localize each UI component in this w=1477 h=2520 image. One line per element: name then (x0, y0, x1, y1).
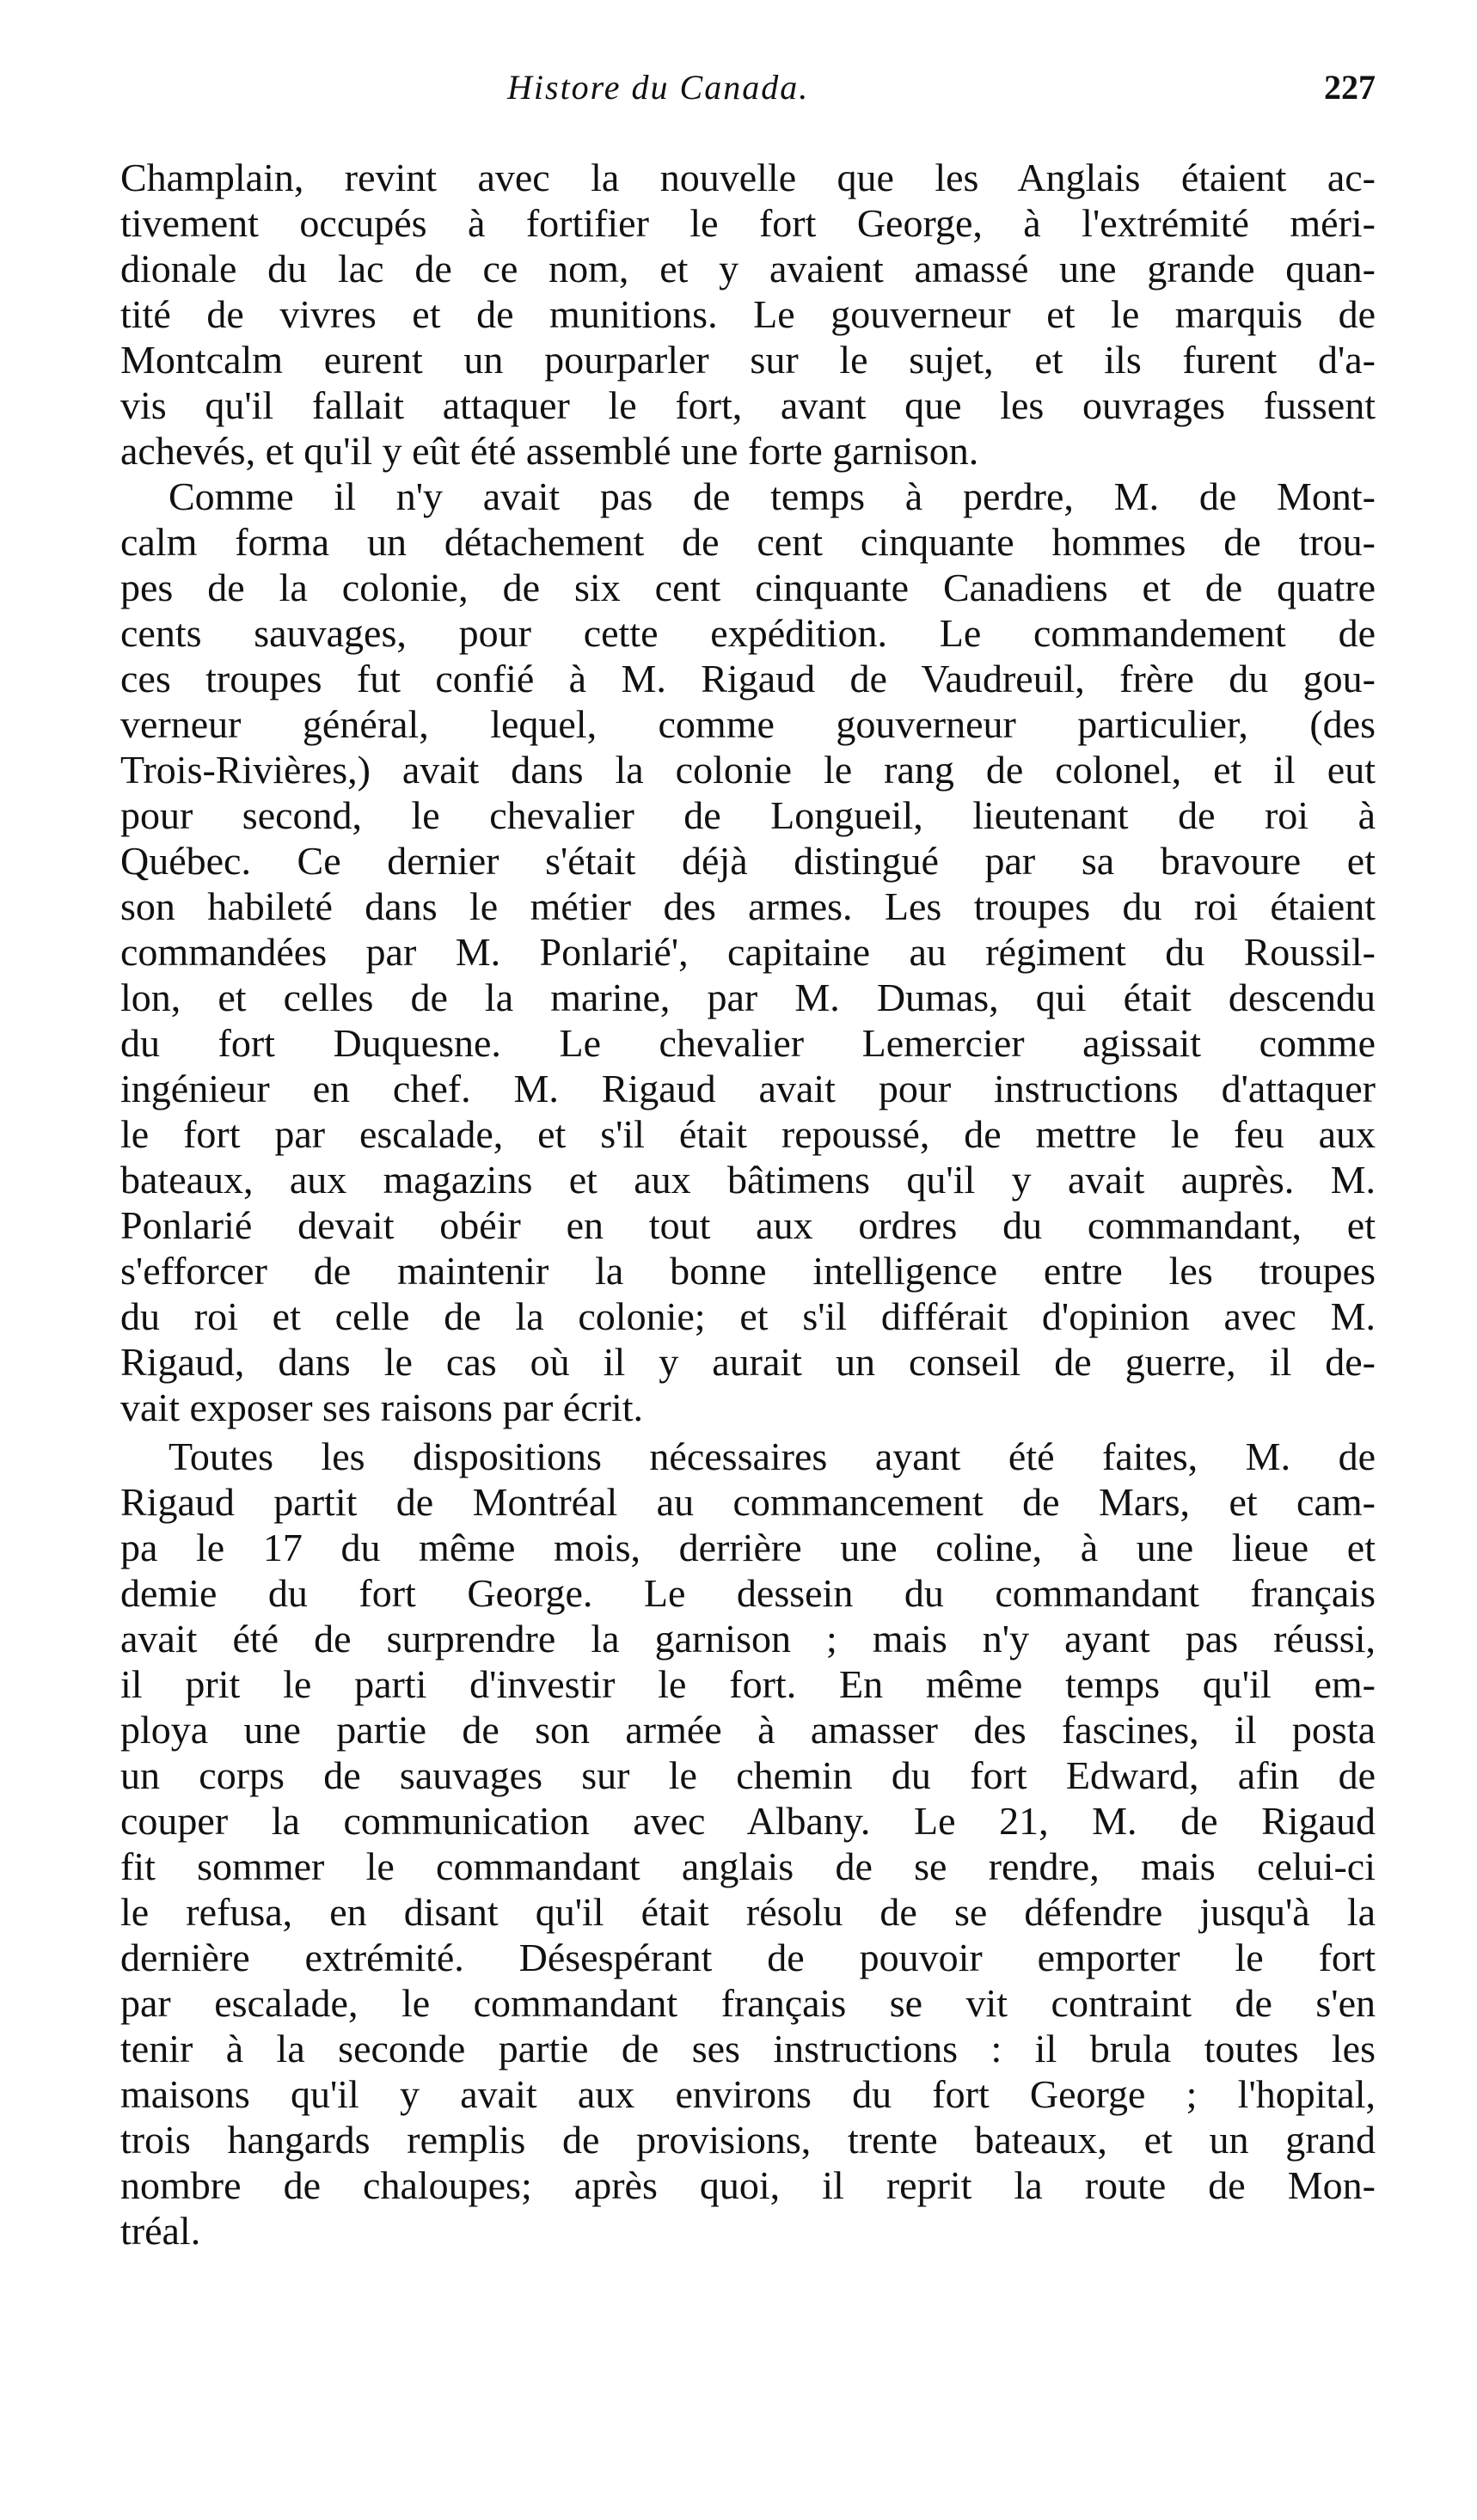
text-line: ploya une partie de son armée à amasser des fascines, il posta (120, 1708, 1376, 1752)
text-line: pa le 17 du même mois, derrière une coline, à une lieue et (120, 1526, 1376, 1569)
text-line: tivement occupés à fortifier le fort George, à l'extrémité méri- (120, 201, 1376, 245)
text-line: cents sauvages, pour cette expédition. Le commandement de (120, 611, 1376, 655)
text-line: dernière extrémité. Désespérant de pouvoir emporter le fort (120, 1936, 1376, 1979)
text-line: s'efforcer de maintenir la bonne intelligence entre les troupes (120, 1249, 1376, 1293)
text-line: nombre de chaloupes; après quoi, il reprit la route de Mon- (120, 2163, 1376, 2207)
text-line: un corps de sauvages sur le chemin du fort Edward, afin de (120, 1753, 1376, 1797)
text-line: il prit le parti d'investir le fort. En même temps qu'il em- (120, 1662, 1376, 1706)
text-line: Montcalm eurent un pourparler sur le sujet, et ils furent d'a- (120, 338, 1376, 382)
text-line: Toutes les dispositions nécessaires ayant été faites, M. de (169, 1434, 1376, 1478)
text-line: couper la communication avec Albany. Le 21, M. de Rigaud (120, 1799, 1376, 1843)
text-line: Trois-Rivières,) avait dans la colonie le rang de colonel, et il eut (120, 748, 1376, 792)
running-title: Histore du Canada. (507, 68, 810, 107)
text-line: du roi et celle de la colonie; et s'il différait d'opinion avec M. (120, 1294, 1376, 1338)
text-line: vait exposer ses raisons par écrit. (120, 1385, 644, 1429)
page-number: 227 (1324, 68, 1376, 107)
text-line: pes de la colonie, de six cent cinquante Canadiens et de quatre (120, 566, 1376, 609)
text-line: bateaux, aux magazins et aux bâtimens qu'il y avait auprès. M. (120, 1158, 1376, 1202)
text-line: Ponlarié devait obéir en tout aux ordres du commandant, et (120, 1203, 1376, 1247)
text-line: fit sommer le commandant anglais de se rendre, mais celui-ci (120, 1844, 1376, 1888)
text-line: maisons qu'il y avait aux environs du fort George ; l'hopital, (120, 2072, 1376, 2116)
text-line: le fort par escalade, et s'il était repoussé, de mettre le feu aux (120, 1112, 1376, 1156)
text-line: ces troupes fut confié à M. Rigaud de Vaudreuil, frère du gou- (120, 657, 1376, 700)
text-line: du fort Duquesne. Le chevalier Lemercier agissait comme (120, 1021, 1376, 1065)
text-line: trois hangards remplis de provisions, trente bateaux, et un grand (120, 2118, 1376, 2162)
text-line: commandées par M. Ponlarié', capitaine au régiment du Roussil- (120, 930, 1376, 974)
text-line: Comme il n'y avait pas de temps à perdre, M. de Mont- (169, 474, 1376, 518)
text-line: lon, et celles de la marine, par M. Dumas, qui était descendu (120, 976, 1376, 1019)
running-head (120, 67, 1376, 119)
paragraph (120, 1434, 1376, 2254)
text-line: Rigaud partit de Montréal au commancement de Mars, et cam- (120, 1480, 1376, 1524)
text-line: Québec. Ce dernier s'était déjà distingué par sa bravoure et (120, 839, 1376, 883)
body-text (120, 155, 1376, 2254)
text-line: tenir à la seconde partie de ses instructions : il brula toutes les (120, 2027, 1376, 2070)
text-line: par escalade, le commandant français se vit contraint de s'en (120, 1981, 1376, 2025)
text-line: ingénieur en chef. M. Rigaud avait pour instructions d'attaquer (120, 1067, 1376, 1110)
text-line: pour second, le chevalier de Longueil, lieutenant de roi à (120, 793, 1376, 837)
paragraph (120, 155, 1376, 474)
text-line: verneur général, lequel, comme gouverneur particulier, (des (120, 702, 1376, 746)
text-line: achevés, et qu'il y eût été assemblé une forte garnison. (120, 429, 979, 473)
text-line: demie du fort George. Le dessein du commandant français (120, 1571, 1376, 1615)
paragraph (120, 474, 1376, 1430)
text-line: tréal. (120, 2209, 201, 2253)
text-line: dionale du lac de ce nom, et y avaient amassé une grande quan- (120, 247, 1376, 291)
text-line: le refusa, en disant qu'il était résolu de se défendre jusqu'à la (120, 1890, 1376, 1934)
text-line: Champlain, revint avec la nouvelle que les Anglais étaient ac- (120, 156, 1376, 199)
text-line: vis qu'il fallait attaquer le fort, avant que les ouvrages fussent (120, 383, 1376, 427)
text-line: calm forma un détachement de cent cinquante hommes de trou- (120, 520, 1376, 564)
text-line: tité de vivres et de munitions. Le gouverneur et le marquis de (120, 292, 1376, 336)
text-line: Rigaud, dans le cas où il y aurait un conseil de guerre, il de- (120, 1340, 1376, 1384)
text-line: avait été de surprendre la garnison ; mais n'y ayant pas réussi, (120, 1617, 1376, 1661)
text-line: son habileté dans le métier des armes. Les troupes du roi étaient (120, 884, 1376, 928)
